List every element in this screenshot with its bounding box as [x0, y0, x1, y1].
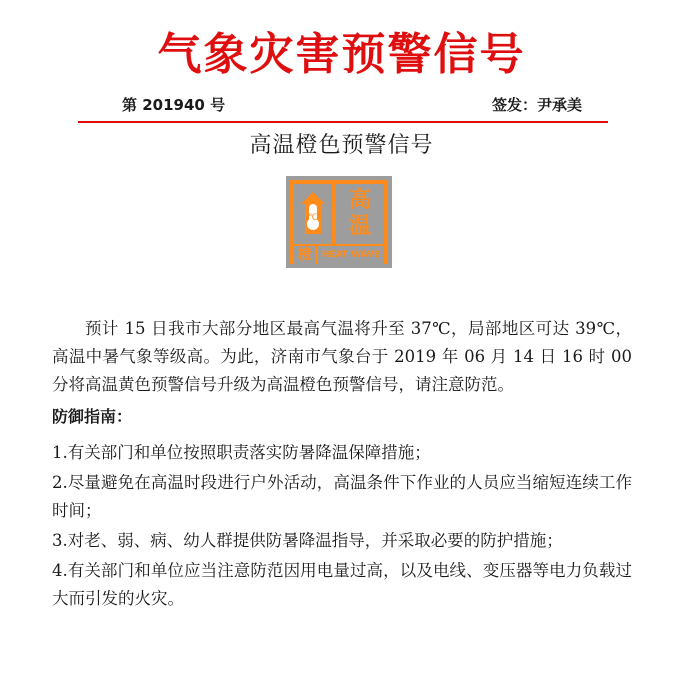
badge-label-line1: 高 [348, 188, 371, 213]
badge-english-label: HEAT WAVE [318, 246, 384, 264]
body-content [52, 315, 632, 615]
masthead-title: 气象灾害预警信号 [157, 29, 526, 80]
meta-row [122, 94, 582, 116]
thermometer-icon [300, 190, 326, 236]
forecast-paragraph: 预计 15 日我市大部分地区最高气温将升至 37℃，局部地区可达 39℃，高温中暑气象等级高。为此，济南市气象台于 2019 年 06 月 14 日 16 时 00 分将高温黄色预警信号升级为高温橙色预警信号，请注意防范。 [52, 319, 632, 394]
red-divider [78, 121, 608, 123]
issuer-signature: 签发：尹承美 [491, 96, 582, 114]
badge-label-line2: 温 [348, 214, 371, 239]
temp-symbol: ℃ [307, 213, 319, 223]
guide-item: 3.对老、弱、病、幼人群提供防暑降温指导，并采取必要的防护措施； [52, 531, 563, 550]
guide-item: 2.尽量避免在高温时段进行户外活动，高温条件下作业的人员应当缩短连续工作时间； [52, 473, 632, 520]
guide-heading: 防御指南： [52, 407, 133, 426]
guide-item: 1.有关部门和单位按照职责落实防暑降温保障措施； [52, 443, 431, 462]
badge-level: 橙 [294, 246, 316, 264]
warning-badge [286, 176, 392, 268]
page-title: 高温橙色预警信号 [249, 133, 434, 158]
guide-list [52, 439, 632, 613]
guide-item: 4.有关部门和单位应当注意防范因用电量过高，以及电线、变压器等电力负载过大而引发的火灾。 [52, 561, 632, 608]
document-number: 第 201940 号 [122, 96, 226, 114]
badge-label-panel [336, 184, 384, 244]
badge-icon-panel [294, 184, 332, 244]
